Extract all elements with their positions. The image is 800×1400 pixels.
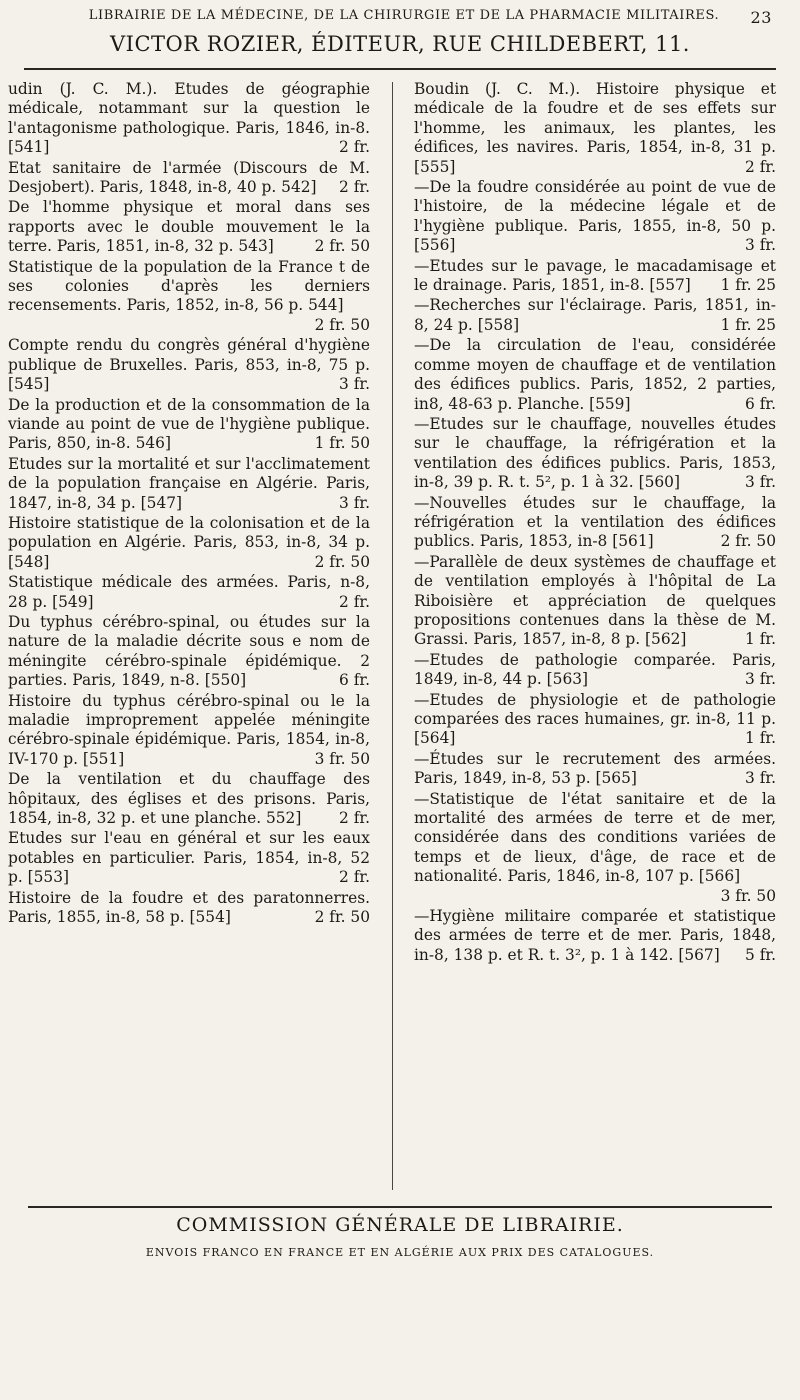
catalog-entry (8, 829, 370, 887)
entry-text: Boudin (J. C. M.). Histoire physique et médicale de la foudre et de ses effets sur l'homme, les animaux, les plantes, les édifices, les navires. Paris, 1854, in-8, 31 p. [555] (414, 80, 776, 176)
entry-text: Etudes sur l'eau en général et sur les eaux potables en particulier. Paris, 1854, in-8, 52 p. [553] (8, 829, 370, 887)
catalog-entry (8, 613, 370, 691)
entry-price: 1 fr. 25 (720, 276, 776, 295)
entry-text: —De la foudre considérée au point de vue de l'histoire, de la médecine légale et de l'hygiène publique. Paris, 1855, in-8, 50 p. [556] (414, 178, 776, 255)
entry-price: 2 fr. (339, 138, 370, 157)
entry-price: 3 fr. (745, 769, 776, 788)
entry-price: 1 fr. 25 (720, 315, 776, 334)
entry-price: 2 fr. 50 (720, 532, 776, 551)
catalog-entry (8, 396, 370, 454)
entry-price: 2 fr. (339, 809, 370, 828)
entry-text: Histoire de la foudre et des paratonnerres. Paris, 1855, in-8, 58 p. [554] (8, 888, 370, 927)
entry-text: Etudes sur la mortalité et sur l'acclimatement de la population française en Algérie. Paris, 1847, in-8, 34 p. [547] (8, 454, 370, 512)
entry-price: 1 fr. (745, 630, 776, 649)
catalog-entry (414, 296, 776, 335)
entry-text: udin (J. C. M.). Etudes de géographie médicale, notammant sur la question le l'antagonisme pathologique. Paris, 1846, in-8. [541] (8, 80, 370, 157)
catalog-entry (414, 553, 776, 650)
entry-text: —Hygiène militaire comparée et statistique des armées de terre et de mer. Paris, 1848, in-8, 138 p. et R. t. 3², p. 1 à 142. [567] (414, 907, 776, 964)
entry-price: 2 fr. (339, 868, 370, 887)
bottom-rule (28, 1206, 772, 1208)
catalog-entry (8, 889, 370, 928)
entry-text: De l'homme physique et moral dans ses rapports avec le double mouvement le la terre. Paris, 1851, in-8, 32 p. 543] (8, 198, 370, 256)
catalog-entry (414, 336, 776, 414)
entry-text: —De la circulation de l'eau, considérée comme moyen de chauffage et de ventilation des édifices publics. Paris, 1852, 2 parties, in8, 48-63 p. Planche. [559] (414, 336, 776, 413)
entry-text: —Etudes sur le chauffage, nouvelles études sur le chauffage, la réfrigération et la ventilation des édifices publics. Paris, 1853, in-8, 39 p. R. t. 5², p. 1 à 32. [560] (414, 414, 776, 492)
catalog-entry (8, 573, 370, 612)
catalog-entry (414, 907, 776, 965)
entry-text: —Recherches sur l'éclairage. Paris, 1851, in-8, 24 p. [558] (414, 296, 776, 334)
entry-price: 1 fr. 50 (314, 434, 370, 453)
running-head (36, 8, 772, 30)
catalog-entry (414, 691, 776, 749)
right-column (414, 80, 776, 966)
entry-price: 3 fr. (745, 473, 776, 492)
entry-text: Statistique de la population de la France t de ses colonies d'après les derniers recensements. Paris, 1852, in-8, 56 p. 544] (8, 257, 370, 315)
catalog-entry (8, 336, 370, 394)
entry-price: 3 fr. (339, 375, 370, 394)
entry-text: —Parallèle de deux systèmes de chauffage et de ventilation employés à l'hôpital de La Riboisière et appréciation de quelques propositions contenues dans la thèse de M. Grassi. Paris, 1857, in-8, 8 p. [562] (414, 552, 776, 649)
catalog-entry (414, 80, 776, 177)
page-number: 23 (750, 8, 772, 27)
entry-text: —Nouvelles études sur le chauffage, la réfrigération et la ventilation des édifices publics. Paris, 1853, in-8 [561] (414, 493, 776, 551)
catalog-entry (414, 178, 776, 256)
entry-price: 6 fr. (339, 671, 370, 690)
catalog-entry (8, 455, 370, 513)
entry-text: De la production et de la consommation de la viande au point de vue de l'hygiène publique. Paris, 850, in-8. 546] (8, 395, 370, 453)
catalog-entry (414, 750, 776, 789)
entry-price: 2 fr. 50 (314, 908, 370, 927)
entry-text: De la ventilation et du chauffage des hôpitaux, des églises et des prisons. Paris, 1854, in-8, 32 p. et une planche. 552] (8, 770, 370, 828)
entry-price: 2 fr. (745, 157, 776, 176)
entry-text: Etat sanitaire de l'armée (Discours de M. Desjobert). Paris, 1848, in-8, 40 p. 542] (8, 158, 370, 197)
entry-text: Histoire statistique de la colonisation et de la population en Algérie. Paris, 853, in-8, 34 p. [548] (8, 513, 370, 571)
entry-price: 3 fr. 50 (314, 749, 370, 768)
footer-title: COMMISSION GÉNÉRALE DE LIBRAIRIE. (176, 1214, 624, 1236)
entry-price: 5 fr. (745, 945, 776, 964)
entry-text: Compte rendu du congrès général d'hygiène publique de Bruxelles. Paris, 853, in-8, 75 p. [545] (8, 336, 370, 394)
entry-price: 2 fr. (339, 178, 370, 197)
entry-price: 2 fr. 50 (314, 552, 370, 571)
entry-price: 1 fr. (745, 729, 776, 748)
top-rule (24, 68, 776, 70)
catalog-entry (8, 258, 370, 336)
entry-price: 2 fr. 50 (314, 237, 370, 256)
publisher-line: VICTOR ROZIER, ÉDITEUR, RUE CHILDEBERT, 11. (110, 32, 690, 56)
entry-price: 3 fr. (339, 493, 370, 512)
entry-text: —Etudes sur le pavage, le macadamisage et le drainage. Paris, 1851, in-8. [557] (414, 256, 776, 295)
catalog-entry (8, 514, 370, 572)
left-column (8, 80, 370, 928)
catalog-entry (8, 159, 370, 198)
entry-text: —Études sur le recrutement des armées. Paris, 1849, in-8, 53 p. [565] (414, 749, 776, 788)
entry-text: Histoire du typhus cérébro-spinal ou le la maladie improprement appelée méningite cérébro-spinale épidémique. Paris, 1854, in-8, IV-170 p. [551] (8, 691, 370, 768)
footer-subtitle: ENVOIS FRANCO EN FRANCE ET EN ALGÉRIE AUX PRIX DES CATALOGUES. (145, 1246, 655, 1259)
catalog-entry (8, 770, 370, 828)
entry-text: Statistique médicale des armées. Paris, n-8, 28 p. [549] (8, 573, 370, 611)
entry-price: 3 fr. (745, 236, 776, 255)
catalog-entry (414, 415, 776, 493)
catalog-entry (8, 692, 370, 770)
entry-price: 2 fr. (339, 592, 370, 611)
catalog-entry (8, 198, 370, 256)
entry-price: 6 fr. (745, 394, 776, 413)
entry-text: —Etudes de physiologie et de pathologie comparées des races humaines, gr. in-8, 11 p. [564] (414, 690, 776, 748)
catalog-entry (414, 494, 776, 552)
column-divider (392, 82, 393, 1190)
entry-price: 3 fr. (745, 670, 776, 689)
entry-price: 3 fr. 50 (720, 886, 776, 905)
entry-price: 2 fr. 50 (314, 315, 370, 334)
catalog-entry (414, 651, 776, 690)
catalog-entry (414, 257, 776, 296)
catalog-entry (414, 790, 776, 906)
entry-text: —Statistique de l'état sanitaire et de la mortalité des armées de terre et de mer, considérée dans des conditions variées de temps et de lieux, d'âge, de race et de nationalité. Paris, 1846, in-8, 107 p. [566] (414, 789, 776, 886)
catalog-entry (8, 80, 370, 158)
entry-text: Du typhus cérébro-spinal, ou études sur la nature de la maladie décrite sous e nom de méningite cérébro-spinale épidémique. 2 parties. Paris, 1849, n-8. [550] (8, 612, 370, 690)
entry-text: —Etudes de pathologie comparée. Paris, 1849, in-8, 44 p. [563] (414, 650, 776, 689)
running-head-text: LIBRAIRIE DE LA MÉDECINE, DE LA CHIRURGIE ET DE LA PHARMACIE MILITAIRES. (88, 8, 720, 23)
